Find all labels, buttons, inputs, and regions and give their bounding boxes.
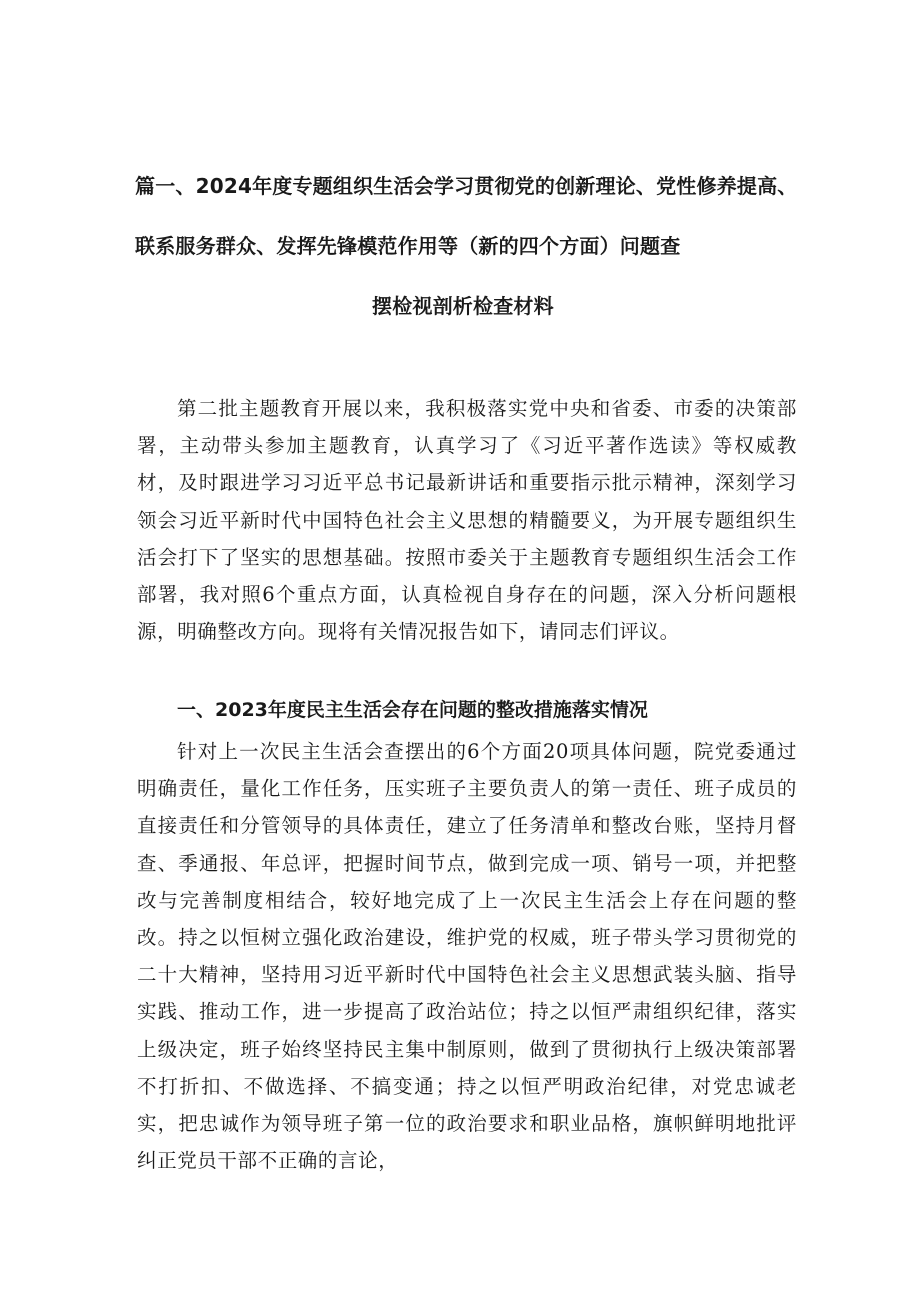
document-title-line-3: 摆检视剖析检查材料 — [372, 294, 554, 318]
intro-paragraph: 第二批主题教育开展以来，我积极落实党中央和省委、市委的决策部署，主动带头参加主题教育，认真学习了《习近平著作选读》等权威教材，及时跟进学习习近平总书记最新讲话和重要指示批示精神，深刻学习领会习近平新时代中国特色社会主义思想的精髓要义，为开展专题组织生活会打下了坚实的思想基础。按照市委关于主题教育专题组织生活会工作部署，我对照6个重点方面，认真检视自身存在的问题，深入分析问题根源，明确整改方向。现将有关情况报告如下，请同志们评议。 — [137, 397, 797, 644]
section-heading: 一、2023年度民主生活会存在问题的整改措施落实情况 — [177, 699, 648, 721]
body-paragraph: 针对上一次民主生活会查摆出的6个方面20项具体问题，院党委通过明确责任，量化工作任务，压实班子主要负责人的第一责任、班子成员的直接责任和分管领导的具体责任，建立了任务清单和整改台账，坚持月督查、季通报、年总评，把握时间节点，做到完成一项、销号一项，并把整改与完善制度相结合，较好地完成了上一次民主生活会上存在问题的整改。持之以恒树立强化政治建设，维护党的权威，班子带头学习贯彻党的二十大精神，坚持用习近平新时代中国特色社会主义思想武装头脑、指导实践、推动工作，进一步提高了政治站位；持之以恒严肃组织纪律，落实上级决定，班子始终坚持民主集中制原则，做到了贯彻执行上级决策部署不打折扣、不做选择、不搞变通；持之以恒严明政治纪律，对党忠诚老实，把忠诚作为领导班子第一位的政治要求和职业品格，旗帜鲜明地批评纠正党员干部不正确的言论， — [137, 740, 797, 1173]
document-title-line-2: 联系服务群众、发挥先锋模范作用等（新的四个方面）问题查 — [135, 234, 681, 258]
document-title-line-1: 篇一、2024年度专题组织生活会学习贯彻党的创新理论、党性修养提高、 — [135, 174, 798, 198]
